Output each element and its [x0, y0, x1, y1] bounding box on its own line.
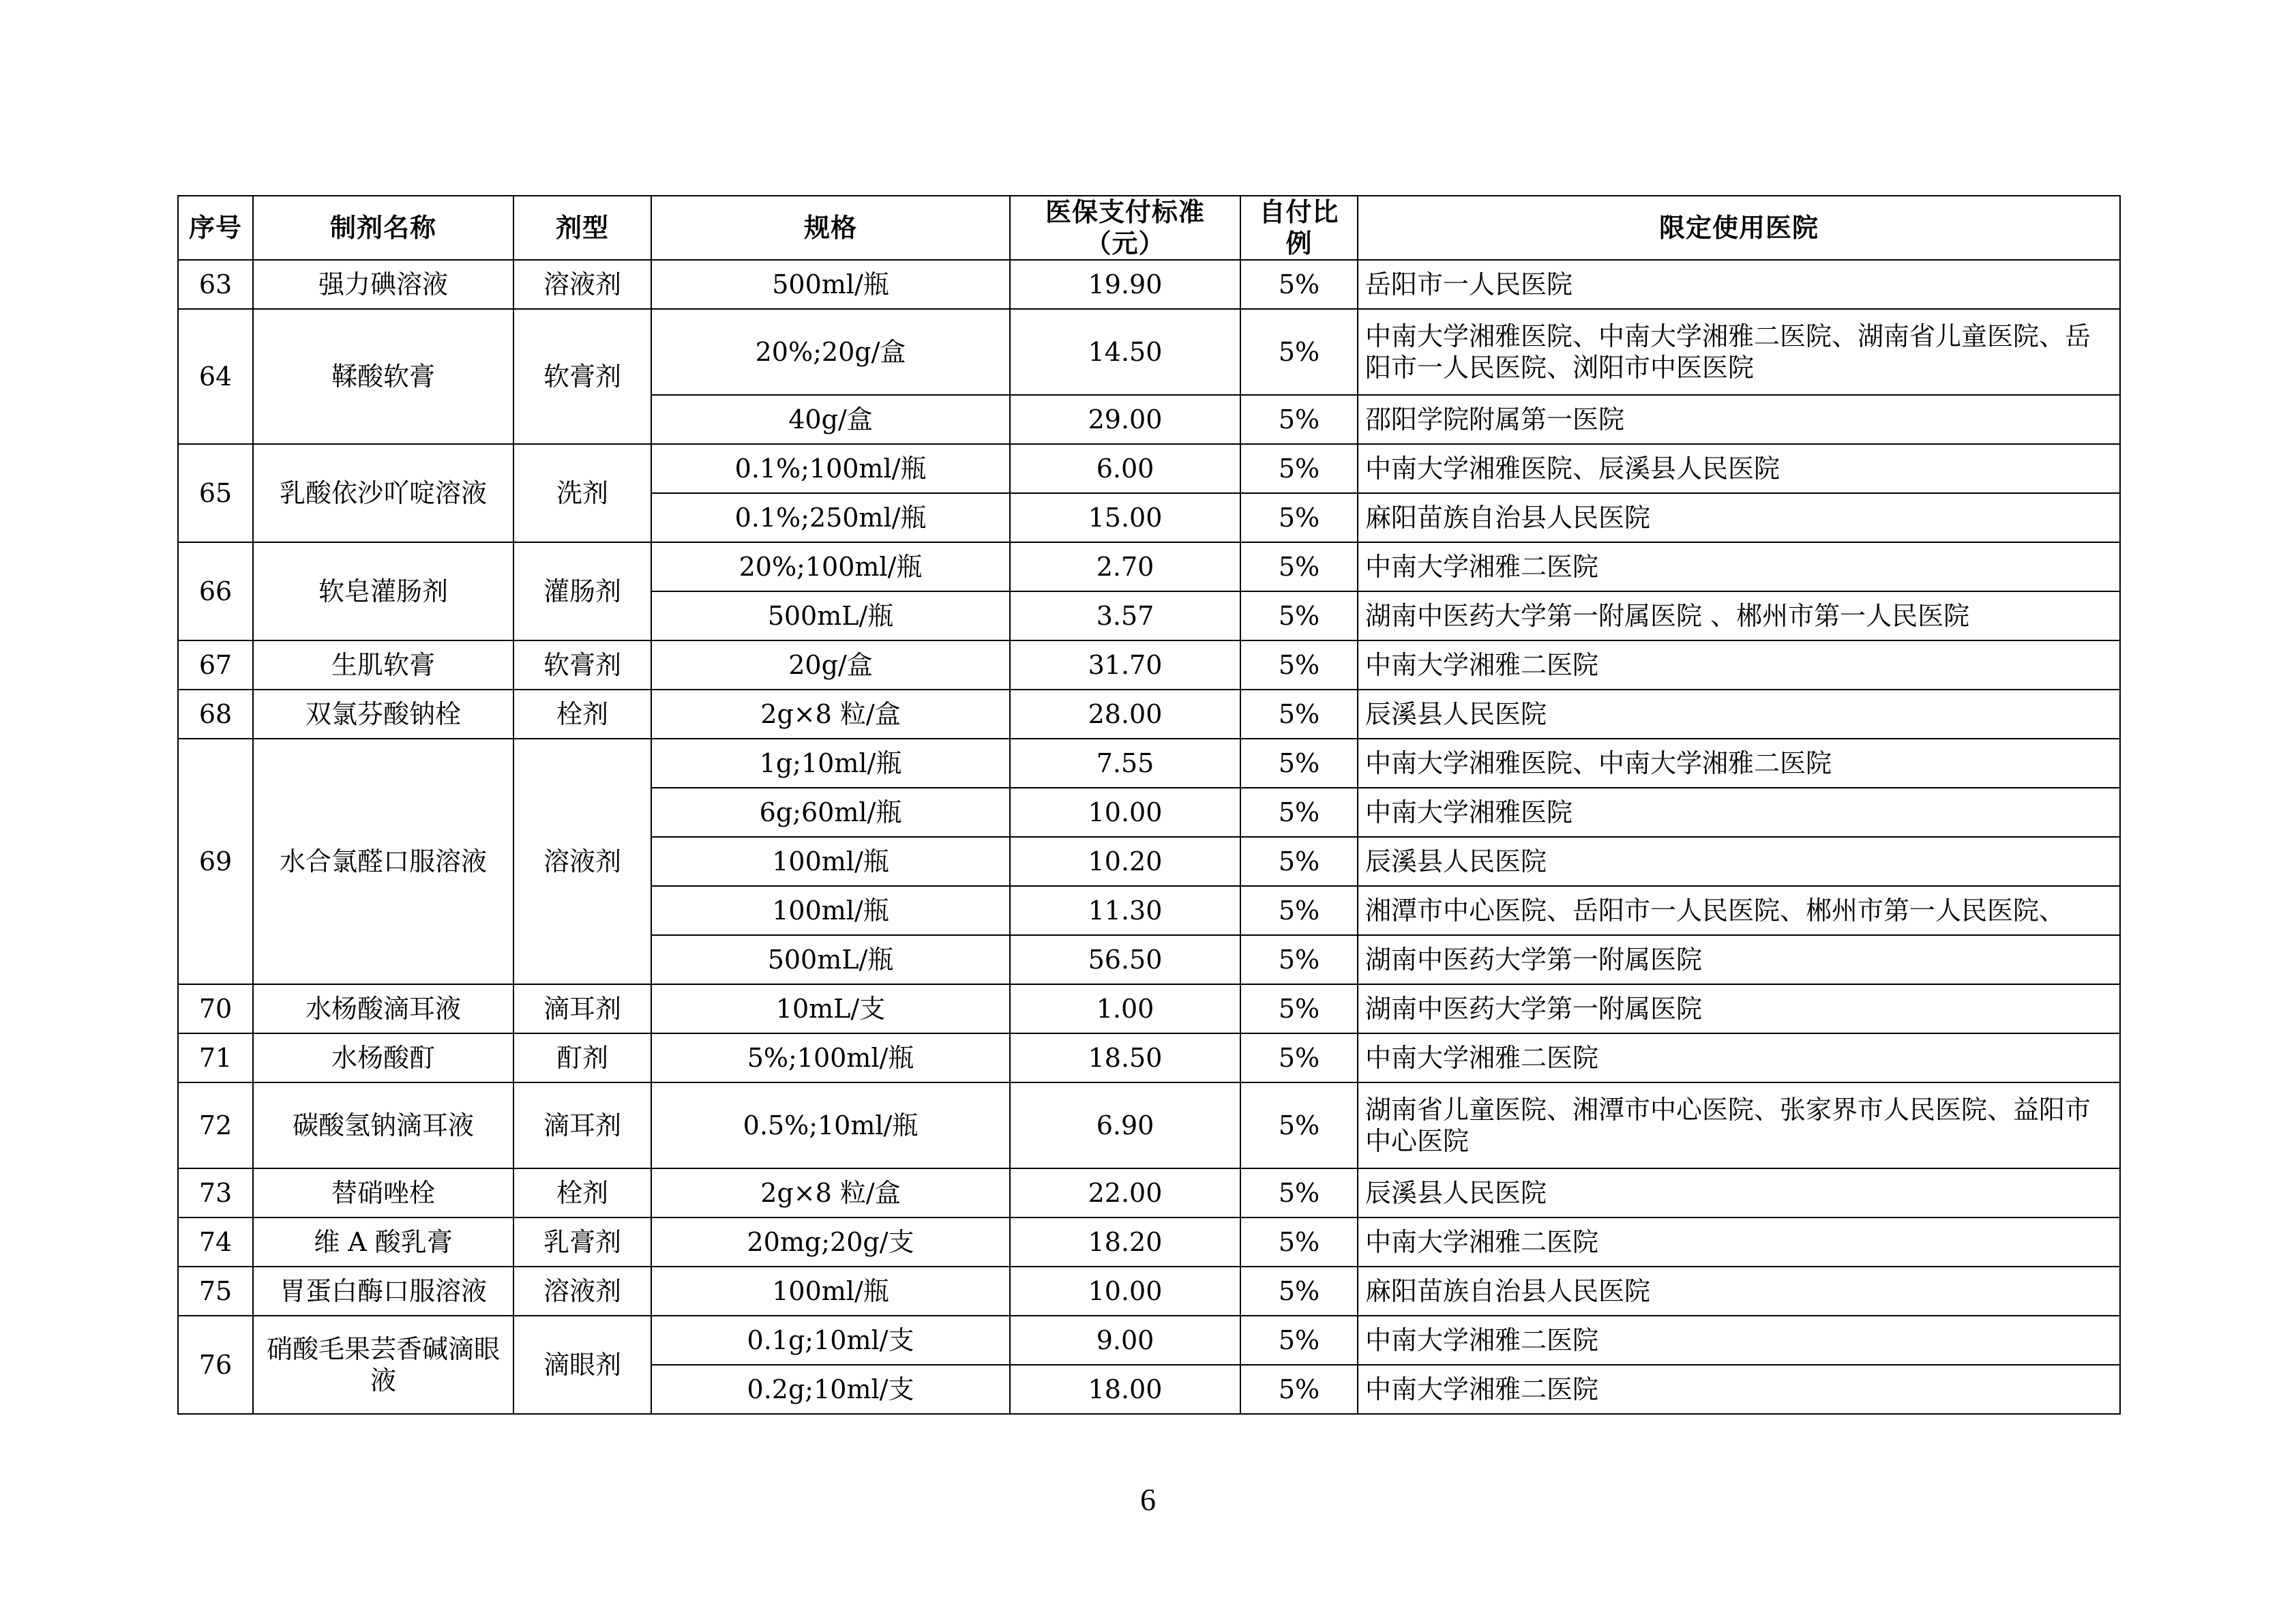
header-cell-name: 制剂名称: [253, 196, 513, 260]
cell-price: 19.90: [1010, 260, 1240, 309]
table-body: [178, 260, 2120, 1414]
header-cell-hospitals: 限定使用医院: [1358, 196, 2120, 260]
header-cell-form: 剂型: [513, 196, 651, 260]
cell-ratio: 5%: [1240, 886, 1358, 935]
cell-number: 71: [178, 1033, 253, 1082]
cell-price: 28.00: [1010, 690, 1240, 739]
cell-spec: 1g;10ml/瓶: [651, 739, 1010, 788]
cell-price: 10.20: [1010, 837, 1240, 886]
table-row: [178, 1168, 2120, 1217]
cell-ratio: 5%: [1240, 542, 1358, 591]
page-number: 6: [1140, 1482, 1156, 1517]
cell-price: 18.20: [1010, 1217, 1240, 1267]
cell-hospitals: 湖南中医药大学第一附属医院: [1358, 935, 2120, 984]
cell-form: 溶液剂: [513, 1267, 651, 1316]
cell-hospitals: 辰溪县人民医院: [1358, 1168, 2120, 1217]
cell-form: 酊剂: [513, 1033, 651, 1082]
cell-name: 双氯芬酸钠栓: [253, 690, 513, 739]
cell-form: 溶液剂: [513, 260, 651, 309]
table-row: [178, 1033, 2120, 1082]
cell-hospitals: 中南大学湘雅二医院: [1358, 640, 2120, 690]
header-cell-ratio: 自付比例: [1240, 196, 1358, 260]
cell-price: 11.30: [1010, 886, 1240, 935]
cell-number: 76: [178, 1316, 253, 1414]
cell-ratio: 5%: [1240, 788, 1358, 837]
cell-hospitals: 中南大学湘雅二医院: [1358, 1033, 2120, 1082]
cell-spec: 40g/盒: [651, 395, 1010, 444]
cell-spec: 0.5%;10ml/瓶: [651, 1082, 1010, 1168]
cell-hospitals: 中南大学湘雅二医院: [1358, 1365, 2120, 1414]
header-cell-number: 序号: [178, 196, 253, 260]
cell-number: 68: [178, 690, 253, 739]
cell-spec: 100ml/瓶: [651, 886, 1010, 935]
cell-ratio: 5%: [1240, 1082, 1358, 1168]
cell-spec: 500ml/瓶: [651, 260, 1010, 309]
cell-name: 维 A 酸乳膏: [253, 1217, 513, 1267]
cell-spec: 20%;100ml/瓶: [651, 542, 1010, 591]
cell-ratio: 5%: [1240, 984, 1358, 1033]
cell-ratio: 5%: [1240, 640, 1358, 690]
cell-number: 64: [178, 309, 253, 444]
cell-spec: 100ml/瓶: [651, 837, 1010, 886]
cell-ratio: 5%: [1240, 1267, 1358, 1316]
header-row: [178, 196, 2120, 260]
cell-hospitals: 湖南中医药大学第一附属医院: [1358, 984, 2120, 1033]
cell-ratio: 5%: [1240, 690, 1358, 739]
table-row: [178, 1267, 2120, 1316]
cell-price: 1.00: [1010, 984, 1240, 1033]
table-row: [178, 739, 2120, 788]
cell-name: 水合氯醛口服溶液: [253, 739, 513, 984]
cell-hospitals: 辰溪县人民医院: [1358, 837, 2120, 886]
cell-spec: 500mL/瓶: [651, 591, 1010, 640]
cell-name: 生肌软膏: [253, 640, 513, 690]
table-row: [178, 444, 2120, 493]
cell-price: 56.50: [1010, 935, 1240, 984]
cell-hospitals: 湖南省儿童医院、湘潭市中心医院、张家界市人民医院、益阳市中心医院: [1358, 1082, 2120, 1168]
cell-spec: 10mL/支: [651, 984, 1010, 1033]
cell-spec: 20g/盒: [651, 640, 1010, 690]
cell-hospitals: 中南大学湘雅医院、辰溪县人民医院: [1358, 444, 2120, 493]
cell-price: 29.00: [1010, 395, 1240, 444]
cell-name: 软皂灌肠剂: [253, 542, 513, 640]
cell-hospitals: 中南大学湘雅二医院: [1358, 542, 2120, 591]
cell-spec: 5%;100ml/瓶: [651, 1033, 1010, 1082]
cell-spec: 0.1g;10ml/支: [651, 1316, 1010, 1365]
cell-hospitals: 中南大学湘雅二医院: [1358, 1316, 2120, 1365]
cell-price: 6.00: [1010, 444, 1240, 493]
cell-form: 乳膏剂: [513, 1217, 651, 1267]
cell-price: 2.70: [1010, 542, 1240, 591]
cell-hospitals: 麻阳苗族自治县人民医院: [1358, 1267, 2120, 1316]
cell-form: 洗剂: [513, 444, 651, 542]
cell-price: 3.57: [1010, 591, 1240, 640]
cell-hospitals: 中南大学湘雅医院、中南大学湘雅二医院: [1358, 739, 2120, 788]
cell-price: 22.00: [1010, 1168, 1240, 1217]
cell-ratio: 5%: [1240, 1316, 1358, 1365]
cell-price: 9.00: [1010, 1316, 1240, 1365]
cell-spec: 0.2g;10ml/支: [651, 1365, 1010, 1414]
cell-spec: 2g×8 粒/盒: [651, 690, 1010, 739]
cell-form: 软膏剂: [513, 640, 651, 690]
table-row: [178, 690, 2120, 739]
cell-spec: 20%;20g/盒: [651, 309, 1010, 395]
cell-spec: 100ml/瓶: [651, 1267, 1010, 1316]
cell-spec: 0.1%;100ml/瓶: [651, 444, 1010, 493]
cell-form: 灌肠剂: [513, 542, 651, 640]
cell-price: 10.00: [1010, 1267, 1240, 1316]
cell-number: 74: [178, 1217, 253, 1267]
cell-form: 滴耳剂: [513, 1082, 651, 1168]
cell-ratio: 5%: [1240, 739, 1358, 788]
cell-name: 硝酸毛果芸香碱滴眼液: [253, 1316, 513, 1414]
cell-ratio: 5%: [1240, 493, 1358, 542]
cell-number: 66: [178, 542, 253, 640]
cell-number: 72: [178, 1082, 253, 1168]
cell-number: 73: [178, 1168, 253, 1217]
cell-number: 67: [178, 640, 253, 690]
cell-hospitals: 湘潭市中心医院、岳阳市一人民医院、郴州市第一人民医院、: [1358, 886, 2120, 935]
cell-ratio: 5%: [1240, 1217, 1358, 1267]
cell-number: 75: [178, 1267, 253, 1316]
cell-price: 18.00: [1010, 1365, 1240, 1414]
table-row: [178, 542, 2120, 591]
cell-form: 软膏剂: [513, 309, 651, 444]
cell-number: 65: [178, 444, 253, 542]
cell-name: 碳酸氢钠滴耳液: [253, 1082, 513, 1168]
cell-hospitals: 岳阳市一人民医院: [1358, 260, 2120, 309]
table-row: [178, 1082, 2120, 1168]
cell-name: 鞣酸软膏: [253, 309, 513, 444]
cell-ratio: 5%: [1240, 309, 1358, 395]
cell-form: 滴耳剂: [513, 984, 651, 1033]
cell-name: 水杨酸滴耳液: [253, 984, 513, 1033]
cell-name: 替硝唑栓: [253, 1168, 513, 1217]
table-row: [178, 984, 2120, 1033]
cell-form: 栓剂: [513, 690, 651, 739]
header-cell-spec: 规格: [651, 196, 1010, 260]
cell-hospitals: 中南大学湘雅医院、中南大学湘雅二医院、湖南省儿童医院、岳阳市一人民医院、浏阳市中医医院: [1358, 309, 2120, 395]
cell-price: 18.50: [1010, 1033, 1240, 1082]
cell-ratio: 5%: [1240, 837, 1358, 886]
cell-form: 栓剂: [513, 1168, 651, 1217]
cell-price: 15.00: [1010, 493, 1240, 542]
table-row: [178, 640, 2120, 690]
cell-name: 胃蛋白酶口服溶液: [253, 1267, 513, 1316]
cell-hospitals: 中南大学湘雅医院: [1358, 788, 2120, 837]
cell-form: 溶液剂: [513, 739, 651, 984]
cell-spec: 500mL/瓶: [651, 935, 1010, 984]
table-row: [178, 260, 2120, 309]
cell-spec: 20mg;20g/支: [651, 1217, 1010, 1267]
cell-ratio: 5%: [1240, 260, 1358, 309]
cell-spec: 0.1%;250ml/瓶: [651, 493, 1010, 542]
cell-price: 14.50: [1010, 309, 1240, 395]
table-row: [178, 1316, 2120, 1365]
cell-ratio: 5%: [1240, 1168, 1358, 1217]
cell-price: 7.55: [1010, 739, 1240, 788]
cell-form: 滴眼剂: [513, 1316, 651, 1414]
header-cell-price: 医保支付标准（元）: [1010, 196, 1240, 260]
cell-spec: 6g;60ml/瓶: [651, 788, 1010, 837]
cell-spec: 2g×8 粒/盒: [651, 1168, 1010, 1217]
cell-hospitals: 湖南中医药大学第一附属医院 、郴州市第一人民医院: [1358, 591, 2120, 640]
cell-ratio: 5%: [1240, 1365, 1358, 1414]
cell-price: 6.90: [1010, 1082, 1240, 1168]
cell-ratio: 5%: [1240, 1033, 1358, 1082]
cell-name: 乳酸依沙吖啶溶液: [253, 444, 513, 542]
cell-price: 10.00: [1010, 788, 1240, 837]
cell-name: 强力碘溶液: [253, 260, 513, 309]
cell-number: 69: [178, 739, 253, 984]
cell-hospitals: 邵阳学院附属第一医院: [1358, 395, 2120, 444]
cell-ratio: 5%: [1240, 935, 1358, 984]
cell-hospitals: 麻阳苗族自治县人民医院: [1358, 493, 2120, 542]
cell-ratio: 5%: [1240, 591, 1358, 640]
table-row: [178, 1217, 2120, 1267]
cell-ratio: 5%: [1240, 395, 1358, 444]
cell-number: 63: [178, 260, 253, 309]
cell-price: 31.70: [1010, 640, 1240, 690]
cell-number: 70: [178, 984, 253, 1033]
cell-hospitals: 中南大学湘雅二医院: [1358, 1217, 2120, 1267]
table-row: [178, 309, 2120, 395]
cell-hospitals: 辰溪县人民医院: [1358, 690, 2120, 739]
cell-ratio: 5%: [1240, 444, 1358, 493]
cell-name: 水杨酸酊: [253, 1033, 513, 1082]
formulary-table: [177, 195, 2121, 1415]
